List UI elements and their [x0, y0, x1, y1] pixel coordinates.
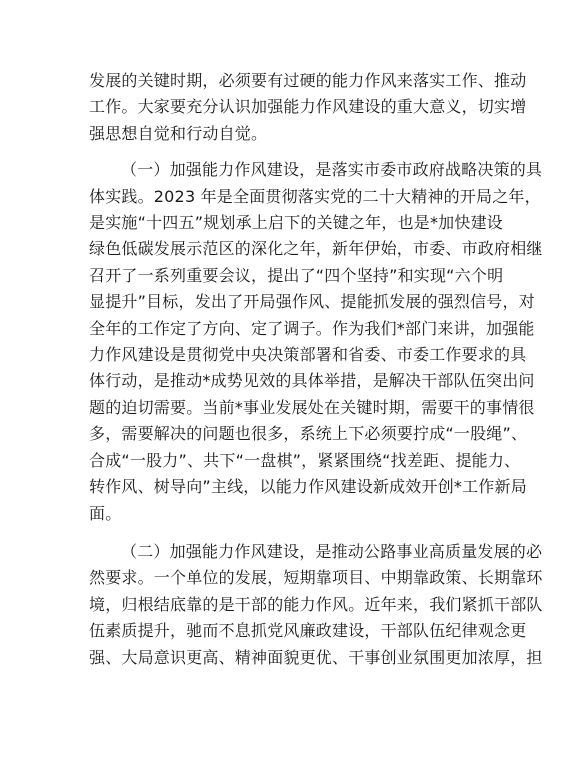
text-line: 绿色低碳发展示范区的深化之年，新年伊始，市委、市政府相继 [89, 239, 543, 259]
text-line: （二）加强能力作风建设，是推动公路事业高质量发展的必 [121, 541, 543, 561]
text-line: 强、大局意识更高、精神面貌更优、干事创业氛围更加浓厚，担 [89, 647, 543, 667]
text-line: 面。 [89, 503, 122, 523]
text-line: 转作风、树导向”主线，以能力作风建设新成效开创*工作新局 [89, 477, 527, 497]
paragraph-intro [89, 68, 527, 147]
text-line: 合成“一股力”、共下“一盘棋”，紧紧围绕“找差距、提能力、 [89, 450, 521, 470]
paragraph-section-2 [89, 539, 543, 671]
text-line: 显提升”目标，发出了开局强作风、提能抓发展的强烈信号，对 [89, 292, 535, 312]
text-line: 体行动，是推动*成势见效的具体举措，是解决干部队伍突出问 [89, 371, 535, 391]
text-line: 题的迫切需要。当前*事业发展处在关键时期，需要干的事情很 [89, 397, 535, 417]
text-line: 发展的关键时期，必须要有过硬的能力作风来落实工作、推动 [89, 71, 527, 90]
paragraph-section-1 [89, 157, 543, 527]
text-line: 是实施“十四五”规划承上启下的关键之年，也是*加快建设 [89, 213, 503, 233]
text-line: 工作。大家要充分认识加强能力作风建设的重大意义，切实增 [89, 97, 527, 117]
text-line: 召开了一系列重要会议，提出了“四个坚持”和实现“六个明 [89, 265, 504, 285]
body-text [89, 68, 543, 671]
text-line: 体实践。2023 年是全面贯彻落实党的二十大精神的开局之年， [89, 186, 541, 206]
text-line: 境，归根结底靠的是干部的能力作风。近年来，我们紧抓干部队 [89, 594, 543, 614]
text-line: 全年的工作定了方向、定了调子。作为我们*部门来讲，加强能 [89, 318, 535, 338]
text-line: （一）加强能力作风建设，是落实市委市政府战略决策的具 [121, 160, 543, 180]
text-line: 强思想自觉和行动自觉。 [89, 123, 268, 143]
text-line: 然要求。一个单位的发展，短期靠项目、中期靠政策、长期靠环 [89, 568, 543, 588]
text-line: 伍素质提升，驰而不息抓党风廉政建设，干部队伍纪律观念更 [89, 621, 527, 641]
text-line: 力作风建设是贯彻党中央决策部署和省委、市委工作要求的具 [89, 345, 527, 365]
text-line: 多，需要解决的问题也很多，系统上下必须要拧成“一股绳”、 [89, 424, 528, 444]
